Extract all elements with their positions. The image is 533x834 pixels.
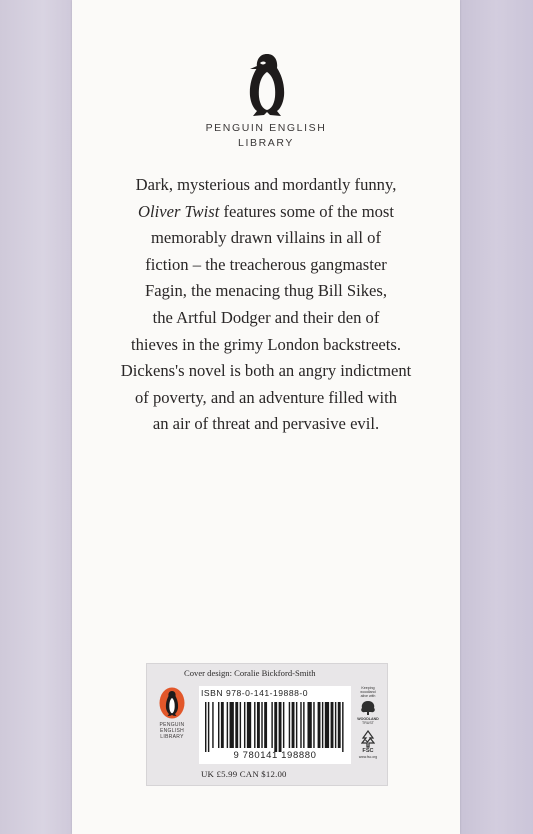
barcode-bar — [335, 702, 336, 748]
barcode-bar — [212, 702, 213, 748]
barcode-bar — [271, 702, 272, 748]
barcode-bar — [264, 702, 267, 748]
barcode-bar — [325, 702, 329, 748]
barcode-digits: 9 780141 198880 — [233, 750, 317, 761]
imprint-line-2: LIBRARY — [238, 137, 294, 149]
woodland-name-1: WOODLAND — [357, 717, 379, 721]
barcode-bar — [307, 702, 311, 748]
right-edge-band — [460, 0, 533, 834]
certification-logos — [353, 686, 383, 764]
barcode-bar — [313, 702, 314, 748]
barcode-area — [199, 686, 351, 764]
barcode-bar — [230, 702, 234, 748]
barcode-bar — [300, 702, 301, 748]
blurb-line: thieves in the grimy London backstreets. — [130, 334, 402, 354]
back-cover — [72, 0, 460, 834]
barcode-bar — [274, 702, 277, 752]
barcode-bar — [254, 702, 255, 748]
barcode-bar — [296, 702, 297, 748]
publisher-info-panel — [146, 663, 388, 786]
barcode-bar — [247, 702, 251, 748]
barcode-bar — [218, 702, 219, 748]
woodland-name-2: TRUST — [362, 721, 374, 726]
blurb-line: fiction – the treacherous gangmaster — [145, 254, 387, 274]
fsc-tree-check-icon — [361, 730, 375, 748]
blurb-line: Fagin, the menacing thug Bill Sikes, — [145, 281, 387, 301]
isbn-number: ISBN 978-0-141-19888-0 — [201, 688, 309, 698]
barcode-bar — [279, 702, 282, 752]
cover-design-credit: Cover design: Coralie Bickford-Smith — [184, 668, 316, 678]
barcode-bar — [261, 702, 262, 748]
barcode-bar — [292, 702, 295, 748]
barcode-bar — [342, 702, 343, 752]
barcode-bar — [235, 702, 238, 748]
barcode-bar — [338, 702, 341, 748]
blurb-line — [86, 199, 446, 226]
barcode-bar — [318, 702, 321, 748]
penguin-small-logo-icon — [159, 687, 185, 719]
book-blurb — [86, 172, 446, 438]
fsc-url: www.fsc.org — [358, 755, 378, 759]
blurb-line: an air of threat and pervasive evil. — [152, 414, 380, 434]
barcode-bar — [227, 702, 228, 748]
small-imprint-3: LIBRARY — [160, 734, 184, 740]
barcode-bar — [283, 702, 284, 748]
fsc-label: FSC — [362, 748, 374, 754]
blurb-line: Dark, mysterious and mordantly funny, — [135, 175, 397, 194]
price-label: UK £5.99 CAN $12.00 — [201, 769, 287, 779]
barcode-bar — [289, 702, 290, 748]
woodland-caption-2: woodland — [360, 690, 376, 695]
woodland-trust-name — [353, 717, 383, 725]
barcode-bar — [208, 702, 209, 752]
blurb-line: the Artful Dodger and their den of — [152, 307, 380, 327]
barcode-bar — [322, 702, 323, 748]
blurb-line: Dickens's novel is both an angry indictment — [120, 361, 412, 381]
penguin-logo-icon — [239, 52, 295, 118]
blurb-line: memorably drawn villains in all of — [151, 228, 381, 248]
small-imprint-2: ENGLISH — [159, 728, 185, 734]
barcode-bar — [244, 702, 245, 748]
blurb-line-rest: features some of the most — [219, 201, 394, 221]
woodland-caption-1: Keeping — [361, 686, 375, 690]
book-title: Oliver Twist — [138, 201, 220, 221]
woodland-caption-3: alive with — [360, 694, 376, 699]
imprint-line-1: PENGUIN ENGLISH — [205, 122, 327, 134]
barcode-icon — [205, 702, 345, 752]
barcode-bar — [257, 702, 260, 748]
barcode-bar — [205, 702, 206, 752]
barcode-bar — [303, 702, 304, 748]
blurb-line: of poverty, and an adventure filled with — [134, 387, 398, 407]
barcode-bar — [221, 702, 224, 748]
small-imprint-1: PENGUIN — [159, 722, 185, 728]
left-edge-band — [0, 0, 72, 834]
barcode-bar — [331, 702, 334, 748]
woodland-trust-tree-icon — [359, 700, 377, 716]
barcode-bar — [240, 702, 241, 748]
